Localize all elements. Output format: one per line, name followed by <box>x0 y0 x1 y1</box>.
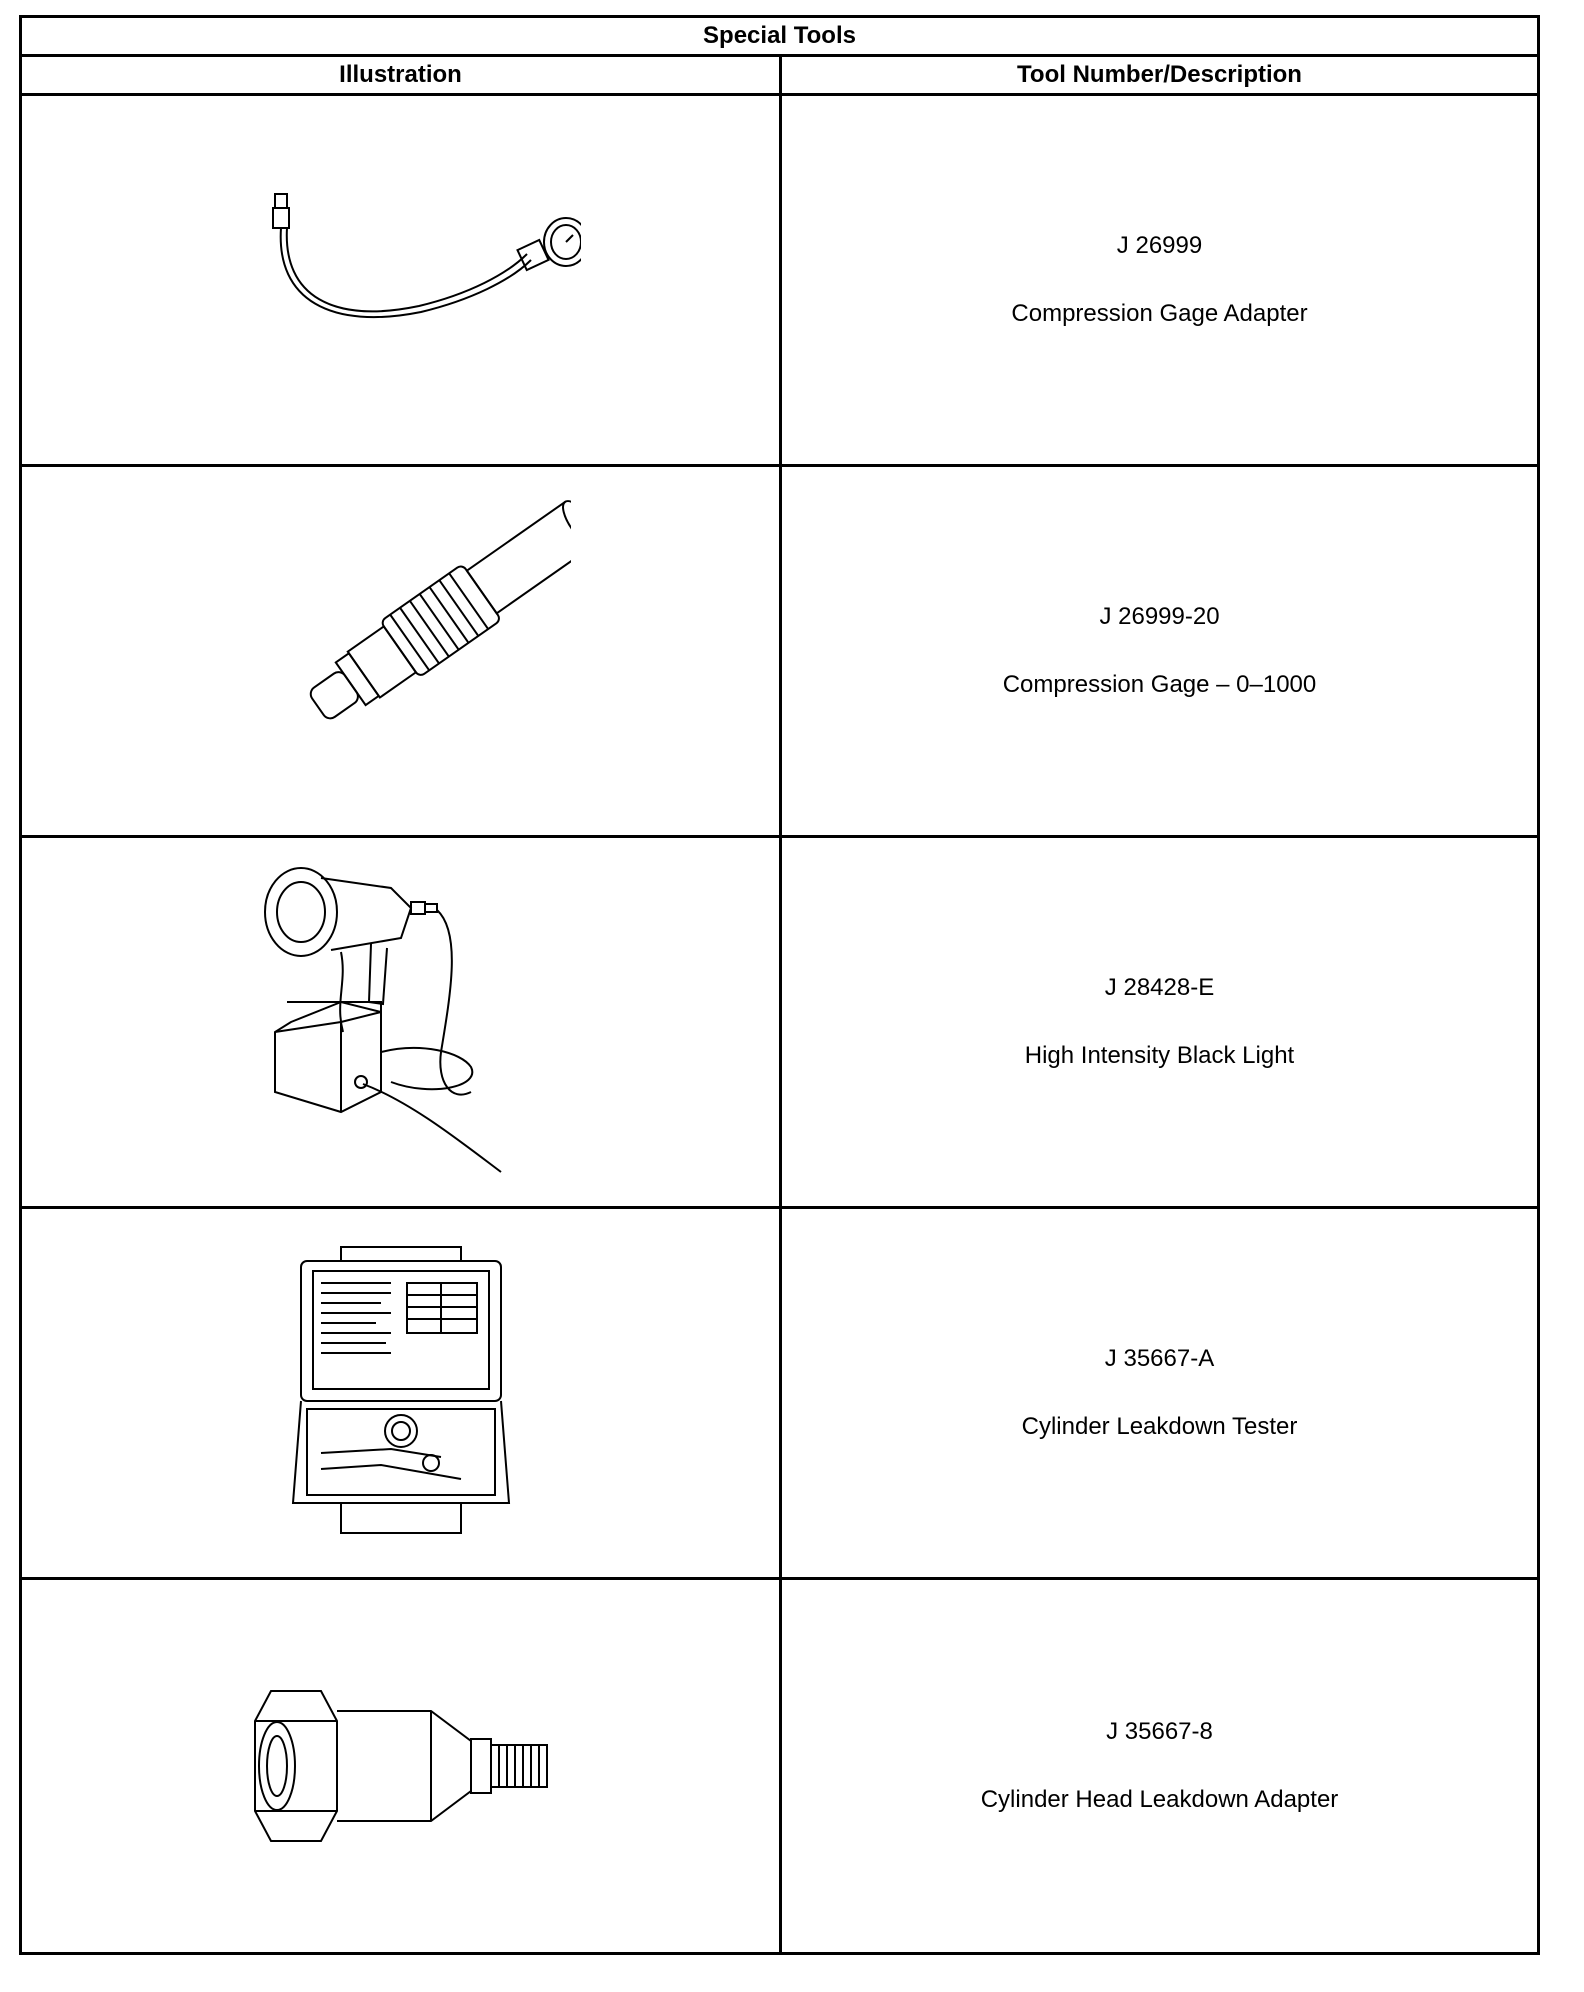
table-row <box>21 1579 1539 1954</box>
tool-description: Compression Gage – 0–1000 <box>1002 671 1317 698</box>
compression-gage-adapter-icon <box>221 180 581 380</box>
illustration-cell <box>21 466 781 837</box>
table-row <box>21 837 1539 1208</box>
tool-description: Cylinder Head Leakdown Adapter <box>980 1786 1339 1813</box>
leakdown-adapter-icon <box>241 1681 561 1851</box>
tool-number: J 28428-E <box>1104 974 1215 1001</box>
tool-number: J 26999 <box>1116 232 1203 259</box>
tool-number: J 26999-20 <box>1099 603 1220 630</box>
tool-description-cell <box>781 466 1539 837</box>
table-row <box>21 95 1539 466</box>
table-row <box>21 466 1539 837</box>
tool-number: J 35667-8 <box>1106 1718 1213 1745</box>
illustration-cell <box>21 837 781 1208</box>
illustration-cell <box>21 1579 781 1954</box>
tool-description-cell <box>781 1579 1539 1954</box>
tool-description: Compression Gage Adapter <box>1011 300 1308 327</box>
column-header-tool-number-description: Tool Number/Description <box>781 56 1539 95</box>
tool-description: Cylinder Leakdown Tester <box>1021 1413 1298 1440</box>
black-light-icon <box>251 852 551 1192</box>
illustration-cell <box>21 1208 781 1579</box>
tool-description: High Intensity Black Light <box>1024 1042 1295 1069</box>
special-tools-table <box>19 15 1540 1955</box>
tool-description-cell <box>781 95 1539 466</box>
table-title: Special Tools <box>21 17 1539 56</box>
column-header-illustration: Illustration <box>21 56 781 95</box>
table-row <box>21 1208 1539 1579</box>
tool-description-cell <box>781 837 1539 1208</box>
compression-gage-icon <box>231 491 571 811</box>
tool-number: J 35667-A <box>1104 1345 1215 1372</box>
illustration-cell <box>21 95 781 466</box>
leakdown-tester-case-icon <box>281 1243 521 1543</box>
tool-description-cell <box>781 1208 1539 1579</box>
